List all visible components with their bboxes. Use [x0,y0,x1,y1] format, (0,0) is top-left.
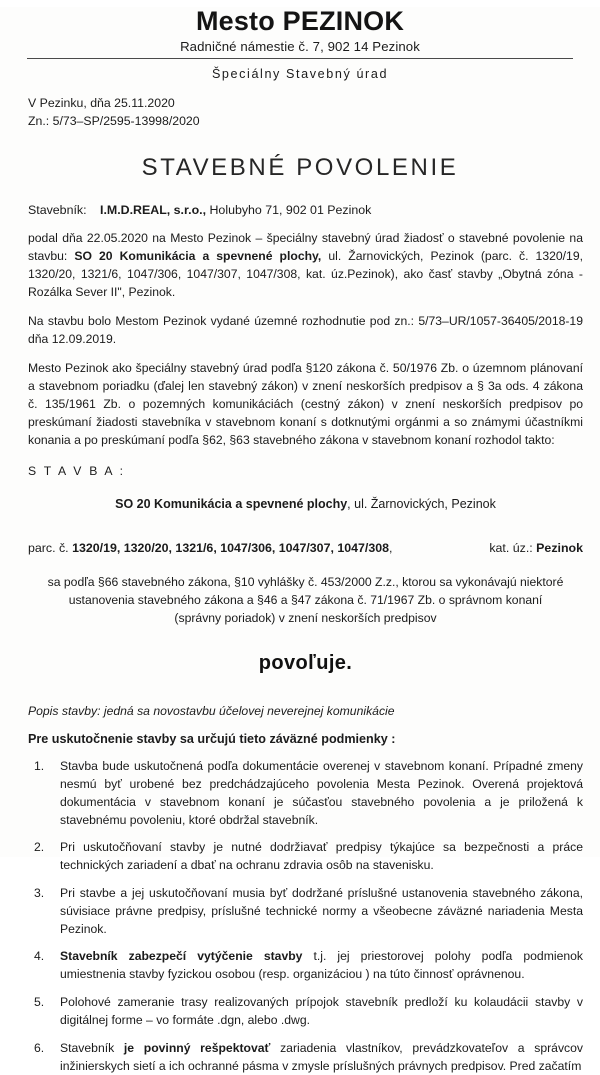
list-item [28,758,583,829]
conditions-list [28,758,583,1075]
authorization-legal-text: sa podľa §66 stavebného zákona, §10 vyhlášky č. 453/2000 Z.z., ktorou sa vykonávajú niektoré ustanovenia stavebného zákona a §46 a §47 zákona č. 71/1967 Zb. o správnom konaní (správny poriadok) v znení neskorších predpisov [47,575,564,626]
parcel-numbers-group [28,539,392,557]
list-item-number: 2. [34,840,45,855]
file-number: Zn.: 5/73–SP/2595-13998/2020 [28,113,200,128]
list-item [28,994,583,1030]
list-item-number: 3. [34,886,45,900]
list-item [28,1040,583,1075]
builder-label: Stavebník: [28,203,87,218]
parcel-row [28,539,583,557]
construction-object-location: , ul. Žarnovických, Pezinok [347,496,496,511]
list-item-text: Polohové zameranie trasy realizovaných prípojok stavebník predloží ku kolaudácii stavby v digitálnej forme – vo formáte .dgn, alebo .dwg. [60,995,583,1027]
list-item-text: Pri stavbe a jej uskutočňovaní musia byť dodržané príslušné ustanovenia stavebného zákona, súvisiace právne predpisy, príslušné technické normy a všeobecne záväzné nariadenia Mesta Pezinok. [60,886,583,936]
builder-address: Holubyho 71, 902 01 Pezinok [206,203,372,218]
list-item-text: t.j. jej priestorovej polohy podľa podmienok umiestnenia stavby fyzickou osobou (resp. organizáciou ) na túto činnosť oprávnenou. [60,949,584,982]
cadastre-label: kat. úz.: [489,540,537,555]
list-item-prefix: Stavebník [60,1040,124,1055]
list-item-number: 4. [34,949,45,964]
list-item-text: Stavba bude uskutočnená podľa dokumentácie overenej v stavebnom konaní. Prípadné zmeny nesmú byť urobené bez predchádzajúceho povolenia Mesta Pezinok. Overená projektová dokumentácia v stavebnom konaní je súčasťou stavebného povolenia a je priložená k stavebnému povoleniu, ktoré obdržal stavebník. [60,759,583,827]
document-body [28,201,583,1075]
construction-label: S T A V B A : [28,463,126,478]
list-item-emphasis: Stavebník zabezpečí vytýčenie stavby [60,949,303,964]
organization-title: Mesto PEZINOK [195,6,405,36]
list-item [28,839,583,875]
place-and-date: V Pezinku, dňa 25.11.2020 [28,96,175,111]
builder-row [28,201,583,219]
builder-name: I.M.D.REAL, s.r.o., [100,203,207,218]
construction-object-name: SO 20 Komunikácia a spevnené plochy [115,496,348,511]
construction-object-line [28,495,583,513]
cadastre-group [489,539,583,557]
list-item [28,948,583,984]
page-title: STAVEBNÉ POVOLENIE [141,154,459,182]
parcel-numbers: 1320/19, 1320/20, 1321/6, 1047/306, 1047/307, 1047/308 [72,540,390,555]
office-name: Špeciálny Stavebný úrad [211,67,389,82]
cadastre-value: Pezinok [536,540,583,555]
parcel-suffix: , [389,540,393,555]
list-item-number: 5. [34,995,45,1010]
conditions-heading: Pre uskutočnenie stavby sa určujú tieto záväzné podmienky : [28,731,396,746]
list-item-number: 6. [34,1040,45,1055]
list-item-text: zariadenia vlastníkov, prevádzkovateľov a správcov inžinierskych sietí a ich ochranné pásma v zmysle príslušných právnych predpisov. Pred začatím [60,1040,584,1073]
parcel-prefix: parc. č. [28,540,73,555]
reference-block [28,95,600,130]
authorization-grant-word: povoľuje. [258,652,353,675]
application-text-1: podal dňa 22.05.2020 na Mesto Pezinok – špeciálny stavebný úrad žiadosť o stavebné povolenie na stavbu: [28,231,583,264]
list-item [28,885,583,938]
list-item-number: 1. [34,759,45,774]
application-text-2: ul. Žarnovických, Pezinok (parc. č. 1320/19, 1320/20, 1321/6, 1047/306, 1047/307, 1047/308, kat. úz.Pezinok), ako časť stavby „Obytná zóna - Rozálka Sever II", Pezinok. [28,249,584,300]
list-item-emphasis: je povinný rešpektovať [123,1040,271,1055]
organization-address: Radničné námestie č. 7, 902 14 Pezinok [180,39,420,55]
legal-basis-paragraph: Mesto Pezinok ako špeciálny stavebný úrad podľa §120 zákona č. 50/1976 Zb. o územnom plánovaní a stavebnom poriadku (ďalej len stavebný zákon) v znení neskorších predpisov a § 3a ods. 4 zákona č. 135/1961 Zb. o pozemných komunikáciách (cestný zákon) v znení neskorších predpisov po preskúmaní žiadosti stavebníka v stavebnom konaní s dotknutými orgánmi a so známymi účastníkmi konania a po preskúmaní podľa §62, §63 stavebného zákona v stavebnom konaní rozhodol takto: [28,360,583,447]
application-project-name: SO 20 Komunikácia a spevnené plochy, [74,249,322,264]
document-page [0,6,600,1073]
zoning-decision-paragraph: Na stavbu bolo Mestom Pezinok vydané územné rozhodnutie pod zn.: 5/73–UR/1057-36405/2018-19 dňa 12.09.2019. [28,314,583,346]
header-divider [27,58,573,59]
construction-description: Popis stavby: jedná sa novostavbu účelovej neverejnej komunikácie [28,703,395,718]
application-paragraph [28,230,583,302]
list-item-text: Pri uskutočňovaní stavby je nutné dodržiavať predpisy týkajúce sa bezpečnosti a práce technických zariadení a dbať na ochranu zdravia osôb na stavenisku. [60,840,583,873]
